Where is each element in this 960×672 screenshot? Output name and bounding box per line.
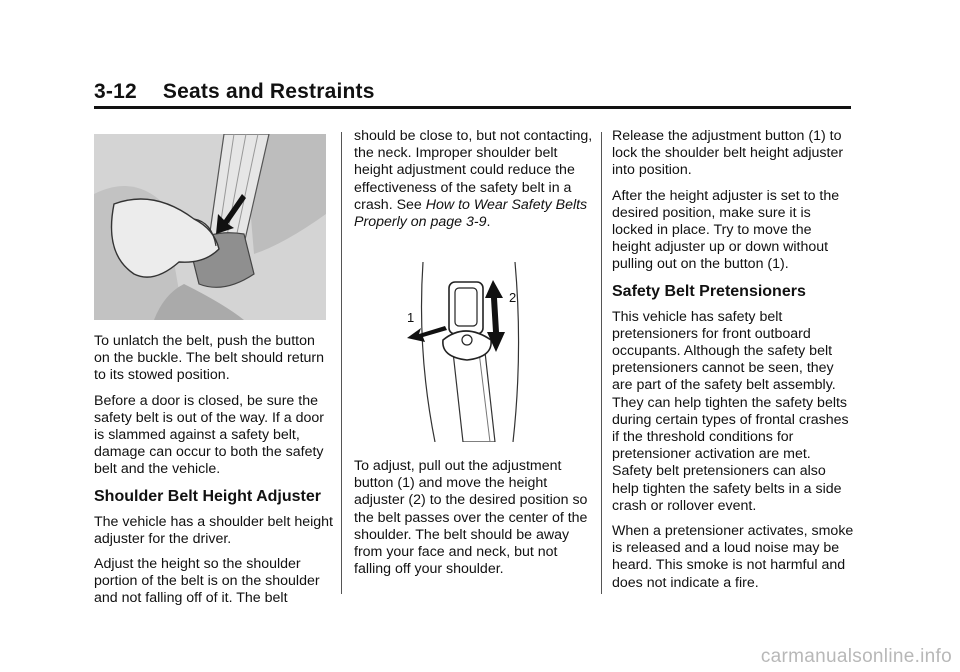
callout-1: 1: [407, 310, 415, 325]
watermark: carmanualsonline.info: [760, 646, 952, 667]
column-2: [354, 128, 594, 239]
page-number: 3-12: [94, 80, 137, 103]
paragraph: To adjust, pull out the adjustment button (1) and move the height adjuster (2) to the desired position so the belt passes over the center of the shoulder. The belt should be away from your face and neck, but not falling off your shoulder.: [354, 458, 588, 578]
paragraph: Release the adjustment button (1) to lock the shoulder belt height adjuster into position.: [612, 128, 844, 179]
height-adjuster-illustration: [395, 262, 535, 442]
cross-reference-link[interactable]: How to Wear Safety Belts Properly on page 3-9: [354, 196, 588, 231]
header-rule: [94, 106, 851, 109]
column-1: [94, 333, 334, 616]
paragraph-text: .: [486, 214, 491, 231]
paragraph: When a pretensioner activates, smoke is released and a loud noise may be heard. This smoke is not harmful and does not indicate a fire.: [612, 523, 854, 591]
paragraph: [354, 128, 594, 231]
section-heading: Shoulder Belt Height Adjuster: [94, 487, 321, 505]
callout-2: 2: [509, 290, 517, 305]
paragraph: Adjust the height so the shoulder portion of the belt is on the shoulder and not falling off of it. The belt: [94, 556, 320, 607]
paragraph-text: should be close to, but not contacting, the neck. Improper shoulder belt height adjustment could reduce the effectiveness of the safety belt in a crash. See: [354, 128, 593, 213]
column-divider-1: [341, 132, 342, 594]
paragraph: To unlatch the belt, push the button on the buckle. The belt should return to its stowed position.: [94, 333, 325, 384]
column-divider-2: [601, 132, 602, 594]
paragraph: The vehicle has a shoulder belt height adjuster for the driver.: [94, 513, 333, 547]
page-header: [94, 80, 375, 104]
chapter-title: Seats and Restraints: [162, 80, 375, 103]
paragraph: After the height adjuster is set to the desired position, make sure it is locked in place. Try to move the height adjuster up or down without pulling out on the button (1).: [612, 187, 840, 273]
paragraph: This vehicle has safety belt pretensioners for front outboard occupants. Although the safety belt pretensioners cannot be seen, they are part of the safety belt assembly. They can help tighten the safety belts during certain types of frontal crashes if the threshold conditions for pretensioner activation are met. Safety belt pretensioners can also help tighten the safety belts in a side crash or rollover event.: [612, 308, 849, 514]
section-heading: Safety Belt Pretensioners: [612, 282, 806, 300]
paragraph: Before a door is closed, be sure the safety belt is out of the way. If a door is slammed against a safety belt, damage can occur to both the safety belt and the vehicle.: [94, 392, 325, 478]
buckle-release-illustration: [94, 134, 326, 320]
column-3: [612, 128, 854, 600]
column-2-lower: [354, 458, 594, 586]
